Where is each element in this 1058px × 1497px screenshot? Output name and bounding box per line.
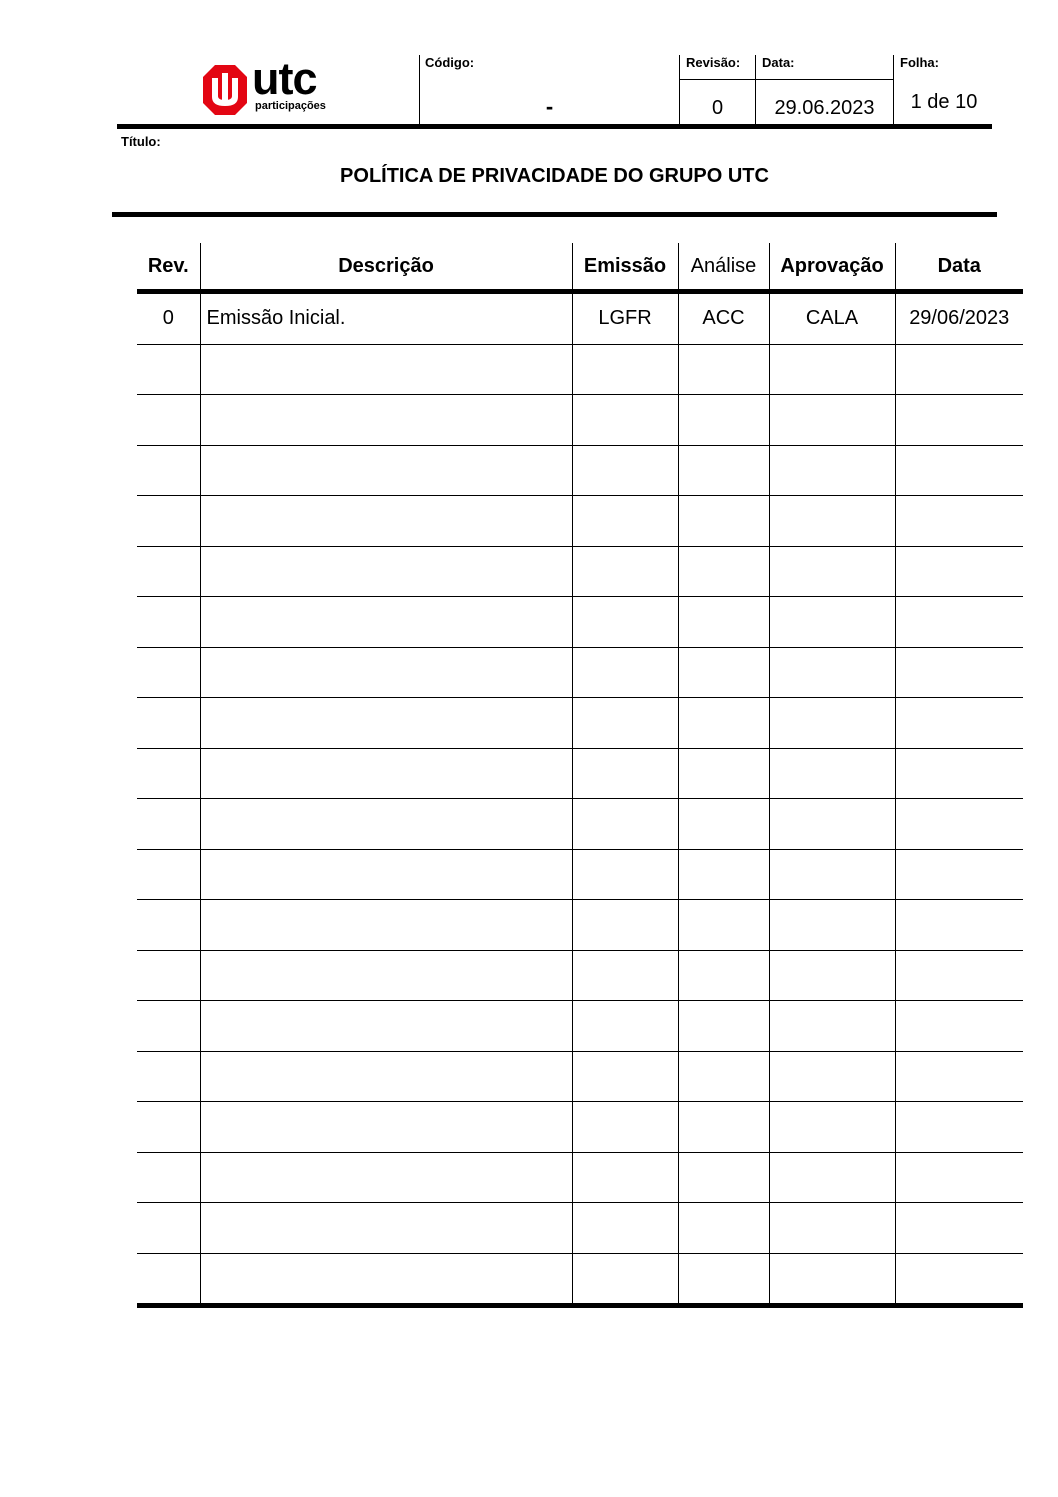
empty-cell (769, 445, 895, 496)
col-analise: Análise (678, 243, 769, 292)
table-row-empty (137, 1051, 1023, 1102)
empty-cell (137, 1102, 200, 1153)
empty-cell (769, 799, 895, 850)
empty-cell (769, 496, 895, 547)
empty-cell (895, 950, 1023, 1001)
table-row-empty (137, 950, 1023, 1001)
empty-cell (572, 546, 678, 597)
empty-cell (895, 1253, 1023, 1306)
empty-cell (572, 698, 678, 749)
empty-cell (200, 849, 572, 900)
empty-cell (678, 1102, 769, 1153)
empty-cell (137, 445, 200, 496)
empty-cell (200, 950, 572, 1001)
empty-cell (769, 1152, 895, 1203)
cell-data: 29/06/2023 (895, 292, 1023, 345)
data-label: Data: (762, 55, 795, 70)
empty-cell (200, 900, 572, 951)
empty-cell (769, 900, 895, 951)
empty-cell (572, 597, 678, 648)
empty-cell (572, 799, 678, 850)
col-emissao: Emissão (572, 243, 678, 292)
empty-cell (678, 950, 769, 1001)
empty-cell (678, 748, 769, 799)
logo-brand-text: utc (252, 53, 317, 104)
empty-cell (895, 546, 1023, 597)
empty-cell (572, 849, 678, 900)
empty-cell (769, 1102, 895, 1153)
empty-cell (137, 344, 200, 395)
empty-cell (895, 1102, 1023, 1153)
empty-cell (137, 1051, 200, 1102)
empty-cell (137, 1253, 200, 1306)
empty-cell (200, 748, 572, 799)
empty-cell (137, 496, 200, 547)
empty-cell (200, 344, 572, 395)
empty-cell (572, 1102, 678, 1153)
empty-cell (572, 1001, 678, 1052)
empty-cell (678, 1253, 769, 1306)
empty-cell (895, 748, 1023, 799)
table-row (137, 292, 1023, 345)
empty-cell (137, 748, 200, 799)
empty-cell (895, 1051, 1023, 1102)
empty-cell (895, 1203, 1023, 1254)
empty-cell (572, 647, 678, 698)
empty-cell (572, 344, 678, 395)
revisao-value: 0 (711, 97, 724, 119)
empty-cell (678, 849, 769, 900)
empty-cell (769, 597, 895, 648)
table-row-empty (137, 1102, 1023, 1153)
empty-cell (678, 698, 769, 749)
table-row-empty (137, 597, 1023, 648)
company-logo (203, 53, 343, 116)
codigo-label: Código: (425, 55, 475, 70)
empty-cell (572, 496, 678, 547)
empty-cell (678, 445, 769, 496)
empty-cell (200, 647, 572, 698)
table-row-empty (137, 849, 1023, 900)
empty-cell (678, 1203, 769, 1254)
logo-sub-text: participações (255, 100, 326, 112)
empty-cell (572, 1051, 678, 1102)
empty-cell (572, 1152, 678, 1203)
empty-cell (200, 546, 572, 597)
col-descricao: Descrição (200, 243, 572, 292)
empty-cell (769, 1051, 895, 1102)
table-row-empty (137, 698, 1023, 749)
utc-logo-icon (203, 65, 247, 115)
empty-cell (137, 950, 200, 1001)
empty-cell (895, 1152, 1023, 1203)
empty-cell (769, 950, 895, 1001)
data-value: 29.06.2023 (774, 97, 875, 119)
document-title: POLÍTICA DE PRIVACIDADE DO GRUPO UTC (340, 165, 769, 187)
empty-cell (137, 1001, 200, 1052)
empty-cell (769, 698, 895, 749)
empty-cell (137, 900, 200, 951)
table-row-empty (137, 799, 1023, 850)
empty-cell (895, 395, 1023, 446)
empty-cell (769, 395, 895, 446)
empty-cell (678, 1152, 769, 1203)
empty-cell (769, 546, 895, 597)
empty-cell (678, 496, 769, 547)
empty-cell (572, 1203, 678, 1254)
empty-cell (769, 647, 895, 698)
table-row-empty (137, 900, 1023, 951)
codigo-value: - (545, 94, 554, 119)
empty-cell (137, 597, 200, 648)
empty-cell (678, 1051, 769, 1102)
titulo-label: Título: (121, 134, 161, 149)
empty-cell (678, 799, 769, 850)
cell-descricao: Emissão Inicial. (200, 292, 572, 345)
empty-cell (200, 1102, 572, 1153)
cell-emissao: LGFR (572, 292, 678, 345)
empty-cell (572, 748, 678, 799)
table-row-empty (137, 647, 1023, 698)
empty-cell (678, 395, 769, 446)
empty-cell (137, 799, 200, 850)
col-data: Data (895, 243, 1023, 292)
table-row-empty (137, 344, 1023, 395)
empty-cell (572, 395, 678, 446)
empty-cell (678, 647, 769, 698)
empty-cell (137, 1203, 200, 1254)
empty-cell (572, 900, 678, 951)
empty-cell (678, 344, 769, 395)
empty-cell (895, 445, 1023, 496)
empty-cell (895, 849, 1023, 900)
empty-cell (137, 1152, 200, 1203)
folha-value: 1 de 10 (910, 91, 978, 113)
empty-cell (200, 698, 572, 749)
empty-cell (769, 748, 895, 799)
empty-cell (895, 496, 1023, 547)
empty-cell (895, 698, 1023, 749)
empty-cell (200, 496, 572, 547)
table-row-empty (137, 1253, 1023, 1306)
empty-cell (678, 546, 769, 597)
empty-cell (137, 395, 200, 446)
revision-table-header (137, 243, 1023, 292)
empty-cell (895, 647, 1023, 698)
empty-cell (137, 849, 200, 900)
col-rev: Rev. (137, 243, 200, 292)
empty-cell (769, 1253, 895, 1306)
table-row-empty (137, 445, 1023, 496)
empty-cell (137, 546, 200, 597)
empty-cell (572, 950, 678, 1001)
empty-cell (137, 647, 200, 698)
table-row-empty (137, 496, 1023, 547)
empty-cell (200, 1152, 572, 1203)
empty-cell (895, 900, 1023, 951)
empty-cell (200, 395, 572, 446)
empty-cell (895, 344, 1023, 395)
table-row-empty (137, 1001, 1023, 1052)
empty-cell (678, 1001, 769, 1052)
empty-cell (200, 1051, 572, 1102)
empty-cell (678, 900, 769, 951)
table-row-empty (137, 546, 1023, 597)
table-row-empty (137, 1152, 1023, 1203)
empty-cell (572, 445, 678, 496)
empty-cell (769, 344, 895, 395)
empty-cell (572, 1253, 678, 1306)
cell-rev: 0 (137, 292, 200, 345)
table-row-empty (137, 1203, 1023, 1254)
empty-cell (200, 1001, 572, 1052)
table-row-empty (137, 748, 1023, 799)
empty-cell (200, 597, 572, 648)
empty-cell (895, 597, 1023, 648)
col-aprovacao: Aprovação (769, 243, 895, 292)
empty-cell (769, 1001, 895, 1052)
empty-cell (200, 1253, 572, 1306)
revisao-label: Revisão: (686, 55, 741, 70)
empty-cell (200, 799, 572, 850)
folha-label: Folha: (900, 55, 939, 70)
empty-cell (200, 1203, 572, 1254)
empty-cell (200, 445, 572, 496)
cell-analise: ACC (678, 292, 769, 345)
cell-aprovacao: CALA (769, 292, 895, 345)
empty-cell (895, 1001, 1023, 1052)
table-row-empty (137, 395, 1023, 446)
empty-cell (769, 1203, 895, 1254)
empty-cell (895, 799, 1023, 850)
revision-table (137, 243, 1023, 1308)
empty-cell (769, 849, 895, 900)
empty-cell (678, 597, 769, 648)
empty-cell (137, 698, 200, 749)
